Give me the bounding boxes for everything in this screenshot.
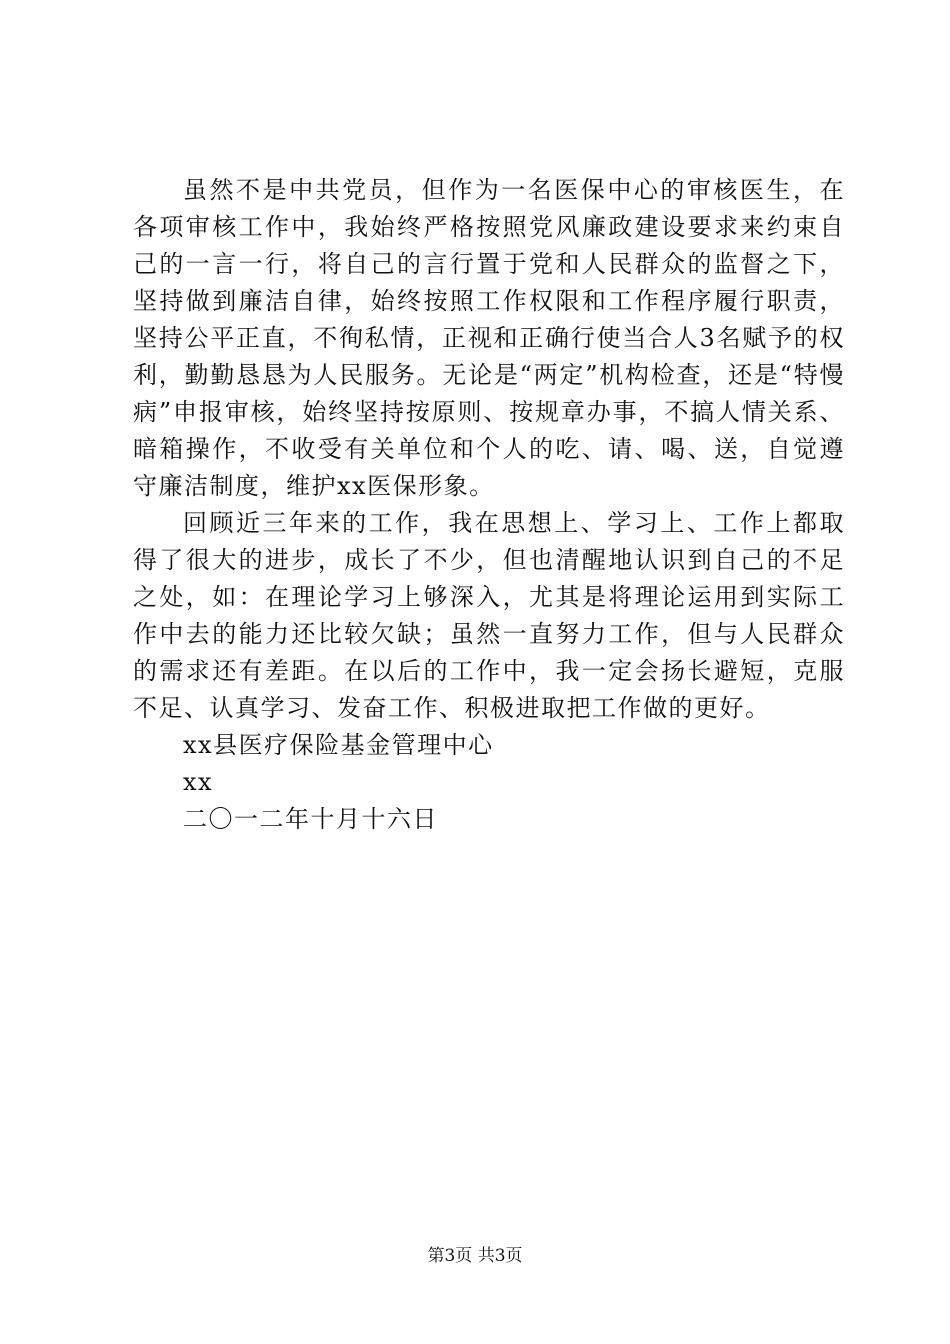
signature-organization: xx县医疗保险基金管理中心: [183, 731, 494, 759]
signature-name: xx: [183, 768, 214, 796]
page-total: 共3页: [477, 1246, 523, 1266]
paragraph-review: 回顾近三年来的工作，我在思想上、学习上、工作上都取得了很大的进步，成长了不少，但也清醒地认识到自己的不足之处，如：在理论学习上够深入，尤其是将理论运用到实际工作中去的能力还比较欠缺；虽然一直努力工作，但与人民群众的需求还有差距。在以后的工作中，我一定会扬长避短，克服不足、认真学习、发奋工作、积极进取把工作做的更好。: [133, 509, 845, 722]
page-footer: [0, 1244, 950, 1268]
page-number: 第3页: [427, 1246, 473, 1266]
paragraph-integrity: 虽然不是中共党员，但作为一名医保中心的审核医生，在各项审核工作中，我始终严格按照党风廉政建设要求来约束自己的一言一行，将自己的言行置于党和人民群众的监督之下，坚持做到廉洁自律，始终按照工作权限和工作程序履行职责，坚持公平正直，不徇私情，正视和正确行使当合人3名赋予的权利，勤勤恳恳为人民服务。无论是“两定”机构检查，还是“特慢病”申报审核，始终坚持按原则、按规章办事，不搞人情关系、暗箱操作，不收受有关单位和个人的吃、请、喝、送，自觉遵守廉洁制度，维护xx医保形象。: [133, 176, 845, 500]
document-body: [133, 172, 845, 838]
signature-date: 二〇一二年十月十六日: [183, 805, 438, 833]
